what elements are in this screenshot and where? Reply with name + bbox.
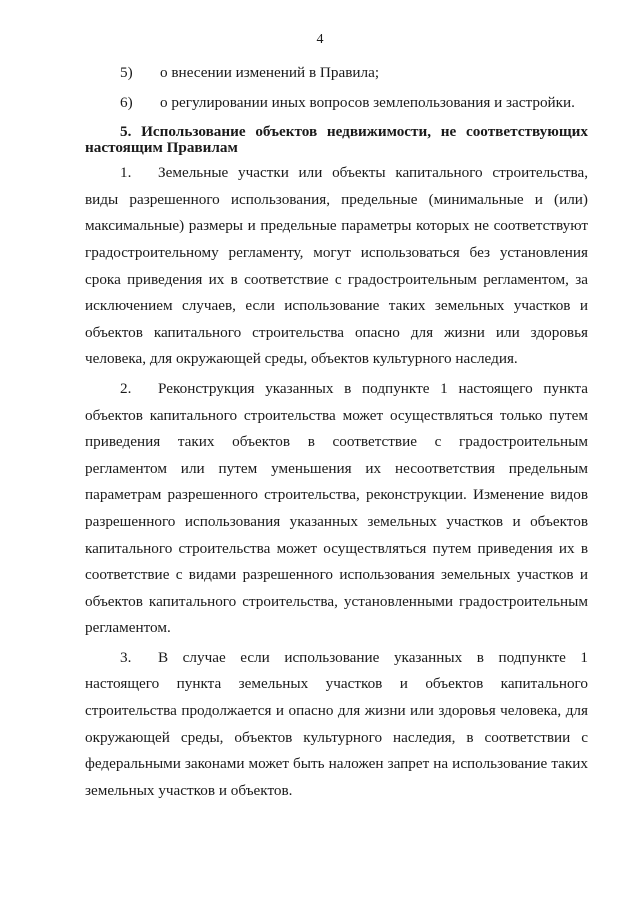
paragraph-3 [85, 645, 588, 805]
paragraph-text: Реконструкция указанных в подпункте 1 настоящего пункта объектов капитального строительства может осуществляться только путем приведения таких объектов в соответствие с градостроительным регламентом или путем уменьшения их несоответствия предельным параметрам разрешенного строительства, реконструкции. Изменение видов разрешенного использования указанных земельных участков и объектов капитального строительства может осуществляться путем приведения их в соответствие с видами разрешенного использования земельных участков и объектов капитального строительства, установленными градостроительным регламентом. [85, 379, 588, 637]
paragraph-text: В случае если использование указанных в подпункте 1 настоящего пункта земельных участков и объектов капитального строительства продолжается и опасно для жизни или здоровья человека, для окружающей среды, объектов культурного наследия, в соответствии с федеральными законами может быть наложен запрет на использование таких земельных участков и объектов. [85, 648, 588, 799]
paragraph-number: 1. [120, 164, 132, 182]
paragraph-2 [85, 376, 588, 642]
paragraph-number: 3. [120, 648, 132, 666]
section-heading: 5. Использование объектов недвижимости, не соответствующих настоящим Правилам [85, 123, 588, 157]
page-number: 4 [316, 32, 324, 47]
list-item-text: о регулировании иных вопросов землепользования и застройки. [160, 93, 575, 111]
list-item-text: о внесении изменений в Правила; [160, 64, 380, 81]
list-item-number: 6) [120, 93, 133, 111]
list-item-number: 5) [120, 64, 133, 81]
paragraph-text: Земельные участки или объекты капитального строительства, виды разрешенного использования, предельные (минимальные и (или) максимальные) размеры и предельные параметры которых не соответствуют градостроительному регламенту, могут использоваться без установления срока приведения их в соответствие с градостроительным регламентом, за исключением случаев, если использование таких земельных участков и объектов капитального строительства опасно для жизни или здоровья человека, для окружающей среды, объектов культурного наследия. [85, 164, 588, 368]
document-body [85, 60, 588, 804]
paragraph-number: 2. [120, 379, 132, 397]
paragraph-1 [85, 160, 588, 373]
list-item [85, 60, 588, 87]
list-item [85, 90, 588, 117]
